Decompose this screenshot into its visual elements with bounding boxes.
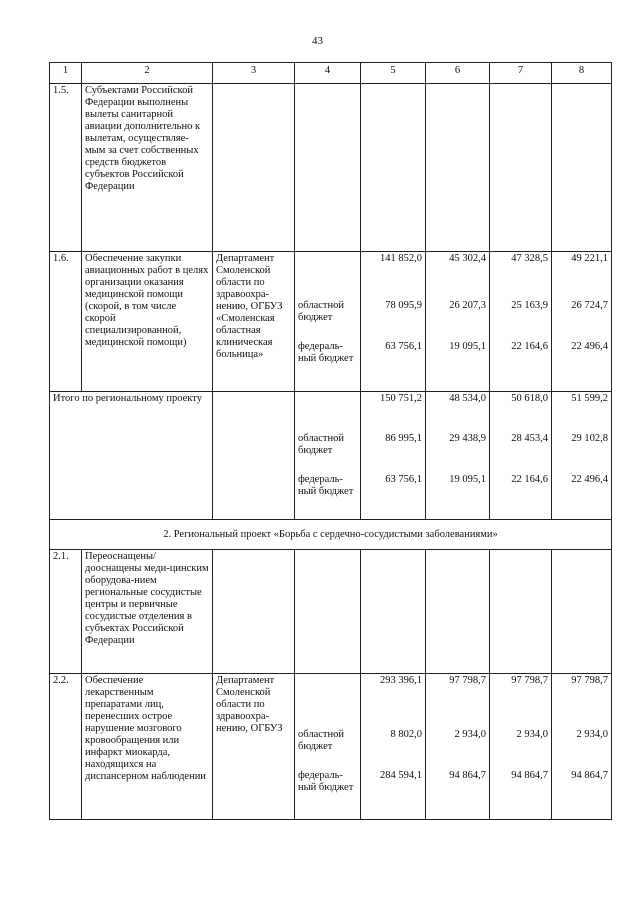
col-header-3: 3 — [213, 63, 295, 84]
table-row-total — [50, 392, 612, 520]
row-description: Субъектами Российской Федерации выполнены вылеты санитарной авиации дополнительно к вылетам, осуществляе-мым за счет собственных средств бюджетов субъектов Российской Федерации — [82, 84, 213, 252]
source-federal: федераль-ный бюджет — [298, 341, 354, 364]
regional-value: 86 995,1 — [385, 433, 422, 444]
federal-value: 284 594,1 — [380, 770, 422, 781]
total-value: 293 396,1 — [380, 675, 422, 686]
budget-table — [49, 62, 612, 820]
federal-value: 19 095,1 — [449, 474, 486, 485]
source-federal: федераль-ный бюджет — [298, 770, 354, 793]
source-federal: федераль-ный бюджет — [298, 474, 354, 497]
total-value: 150 751,2 — [380, 393, 422, 404]
row-description: Переоснащены/ дооснащены меди-цинским оборудова-нием региональные сосудистые центры и первичные сосудистые отделения в субъектах Российской Федерации — [82, 550, 213, 674]
total-value: 97 798,7 — [571, 675, 608, 686]
federal-value: 94 864,7 — [571, 770, 608, 781]
regional-value: 2 934,0 — [454, 729, 486, 740]
row-number: 2.2. — [50, 674, 82, 820]
table-row — [50, 550, 612, 674]
federal-value: 63 756,1 — [385, 341, 422, 352]
federal-value: 94 864,7 — [449, 770, 486, 781]
federal-value: 22 164,6 — [511, 474, 548, 485]
federal-value: 19 095,1 — [449, 341, 486, 352]
regional-value: 2 934,0 — [516, 729, 548, 740]
table-row — [50, 252, 612, 392]
col-header-8: 8 — [552, 63, 612, 84]
section-title: 2. Региональный проект «Борьба с сердечно-сосудистыми заболеваниями» — [50, 520, 612, 550]
total-value: 97 798,7 — [449, 675, 486, 686]
total-label: Итого по региональному проекту — [50, 392, 213, 520]
regional-value: 26 207,3 — [449, 300, 486, 311]
source-regional: областной бюджет — [298, 433, 344, 456]
row-number: 1.6. — [50, 252, 82, 392]
col-header-4: 4 — [295, 63, 361, 84]
regional-value: 26 724,7 — [571, 300, 608, 311]
regional-value: 25 163,9 — [511, 300, 548, 311]
col-header-5: 5 — [361, 63, 426, 84]
total-value: 47 328,5 — [511, 253, 548, 264]
regional-value: 29 102,8 — [571, 433, 608, 444]
col-header-2: 2 — [82, 63, 213, 84]
total-value: 141 852,0 — [380, 253, 422, 264]
source-regional: областной бюджет — [298, 729, 344, 752]
row-description: Обеспечение лекарственным препаратами лиц, перенесших острое нарушение мозгового кровообращения или инфаркт миокарда, находящихся на диспансерном наблюдении — [82, 674, 213, 820]
regional-value: 2 934,0 — [576, 729, 608, 740]
regional-value: 8 802,0 — [390, 729, 422, 740]
col-header-6: 6 — [426, 63, 490, 84]
page-number: 43 — [312, 35, 323, 47]
regional-value: 28 453,4 — [511, 433, 548, 444]
federal-value: 63 756,1 — [385, 474, 422, 485]
row-description: Обеспечение закупки авиационных работ в целях организации оказания медицинской помощи (скорой, в том числе скорой специализированной, медицинской помощи) — [82, 252, 213, 392]
table-row — [50, 84, 612, 252]
regional-value: 78 095,9 — [385, 300, 422, 311]
total-value: 49 221,1 — [571, 253, 608, 264]
federal-value: 94 864,7 — [511, 770, 548, 781]
federal-value: 22 496,4 — [571, 474, 608, 485]
source-regional: областной бюджет — [298, 300, 344, 323]
row-number: 1.5. — [50, 84, 82, 252]
row-executor: Департамент Смоленской области по здравоохра-нению, ОГБУЗ «Смоленская областная клиническая больница» — [213, 252, 295, 392]
federal-value: 22 164,6 — [511, 341, 548, 352]
col-header-1: 1 — [50, 63, 82, 84]
regional-value: 29 438,9 — [449, 433, 486, 444]
total-value: 51 599,2 — [571, 393, 608, 404]
total-value: 50 618,0 — [511, 393, 548, 404]
column-header-row — [50, 63, 612, 84]
col-header-7: 7 — [490, 63, 552, 84]
row-executor: Департамент Смоленской области по здравоохра-нению, ОГБУЗ — [213, 674, 295, 820]
total-value: 45 302,4 — [449, 253, 486, 264]
federal-value: 22 496,4 — [571, 341, 608, 352]
total-value: 97 798,7 — [511, 675, 548, 686]
row-number: 2.1. — [50, 550, 82, 674]
table-row — [50, 674, 612, 820]
section-header-row — [50, 520, 612, 550]
total-value: 48 534,0 — [449, 393, 486, 404]
